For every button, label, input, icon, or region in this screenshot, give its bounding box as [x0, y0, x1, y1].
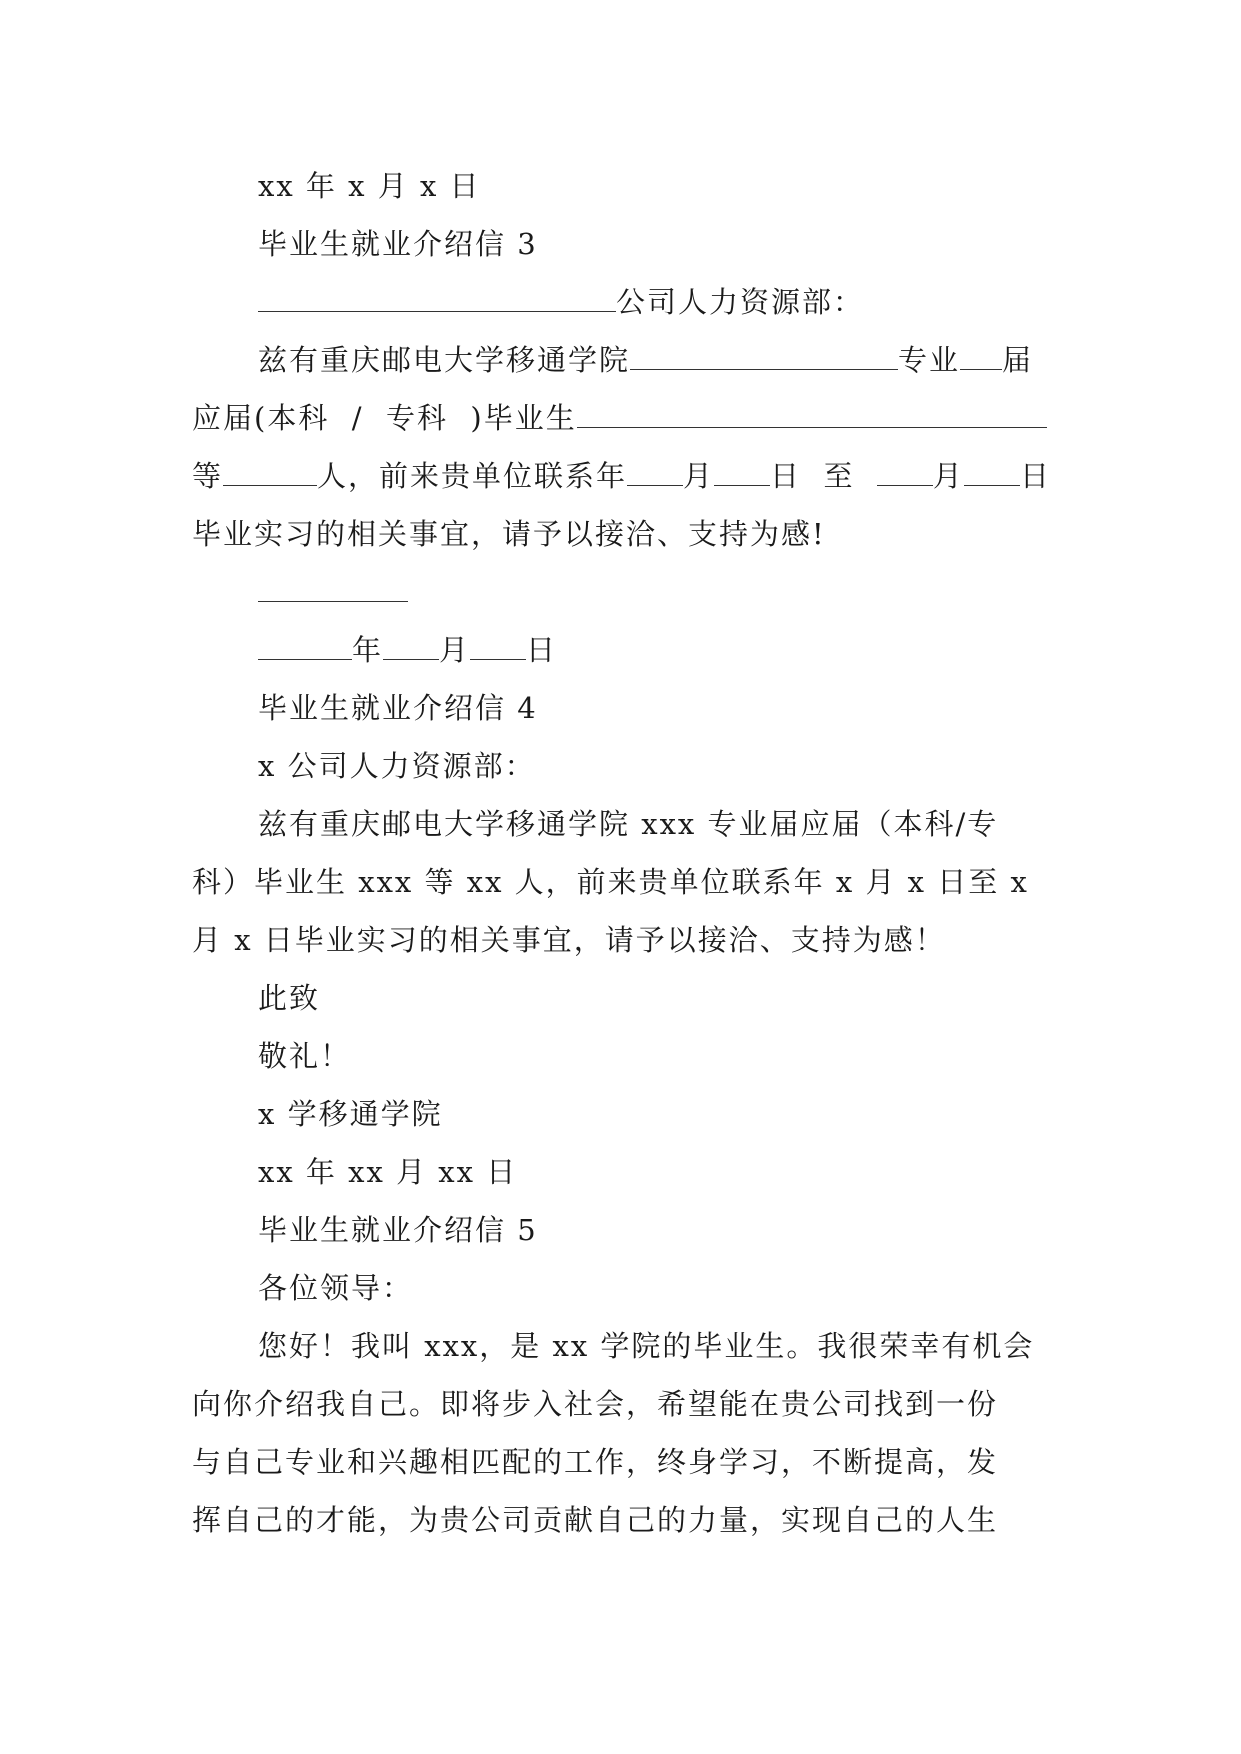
letter-4-closing: 此致: [258, 981, 321, 1015]
letter-5-addressee: 各位领导：: [258, 1271, 414, 1305]
blank-day: [470, 631, 526, 660]
body-text: 专业: [898, 343, 961, 377]
letter-3-date-blanks: [258, 630, 1052, 670]
blank-class-year: [960, 341, 1002, 370]
letter-5-body-line-3: 与自己专业和兴趣相匹配的工作，终身学习，不断提高，发: [192, 1445, 999, 1479]
blank-major: [630, 341, 898, 370]
letter-4-sender: x 学移通学院: [258, 1097, 443, 1131]
body-text: 届: [1002, 343, 1034, 377]
letter-3-body-line-4: 毕业实习的相关事宜，请予以接洽、支持为感!: [192, 517, 826, 551]
letter-4-date: xx 年 xx 月 xx 日: [258, 1155, 518, 1189]
letter-4-body-line-2: 科）毕业生 xxx 等 xx 人，前来贵单位联系年 x 月 x 日至 x: [192, 865, 1029, 899]
letter-4-body-line-3: 月 x 日毕业实习的相关事宜，请予以接洽、支持为感！: [192, 923, 946, 957]
letter-5-body-line-4: 挥自己的才能，为贵公司贡献自己的力量，实现自己的人生: [192, 1503, 999, 1537]
addressee-text: 公司人力资源部：: [616, 285, 865, 319]
blank-student-names: [577, 399, 1047, 428]
letter-4-body-line-1: 兹有重庆邮电大学移通学院 xxx 专业届应届（本科/专: [258, 807, 999, 841]
blank-year: [258, 631, 352, 660]
letter-3-body-line-2: [192, 398, 1052, 438]
body-text: 日: [526, 633, 558, 667]
letter-3-addressee: [258, 282, 1052, 322]
body-text: 应届(本科 / 专科 )毕业生: [192, 401, 577, 435]
body-text: 年: [352, 633, 384, 667]
blank-month: [383, 631, 439, 660]
letter-4-title: 毕业生就业介绍信 4: [258, 691, 538, 725]
letter-4-salutation: 敬礼！: [258, 1039, 352, 1073]
body-text: 等: [192, 459, 224, 493]
body-text: 月: [932, 459, 964, 493]
blank-day: [714, 457, 770, 486]
letter-3-body-line-3: [192, 456, 1052, 496]
body-text: 兹有重庆邮电大学移通学院: [258, 343, 631, 377]
signature-blank-line: [258, 572, 1052, 612]
blank-day: [964, 457, 1020, 486]
blank-month: [627, 457, 683, 486]
letter-3-title: 毕业生就业介绍信 3: [258, 227, 538, 261]
letter-3-body-line-1: [258, 340, 1052, 380]
body-text: 人，前来贵单位联系年: [317, 459, 628, 493]
body-text: 月: [683, 459, 715, 493]
blank-company-name: [258, 283, 616, 312]
blank-signature: [258, 577, 408, 602]
body-text: 月: [439, 633, 471, 667]
letter-5-body-line-2: 向你介绍我自己。即将步入社会，希望能在贵公司找到一份: [192, 1387, 999, 1421]
letter-4-addressee: x 公司人力资源部：: [258, 749, 536, 783]
body-text: 日: [1019, 459, 1051, 493]
date-line: xx 年 x 月 x 日: [258, 169, 481, 203]
blank-count: [223, 457, 317, 486]
blank-month: [877, 457, 933, 486]
body-text: 日 至: [770, 459, 877, 493]
letter-5-body-line-1: 您好！我叫 xxx，是 xx 学院的毕业生。我很荣幸有机会: [258, 1329, 1035, 1363]
letter-5-title: 毕业生就业介绍信 5: [258, 1213, 538, 1247]
